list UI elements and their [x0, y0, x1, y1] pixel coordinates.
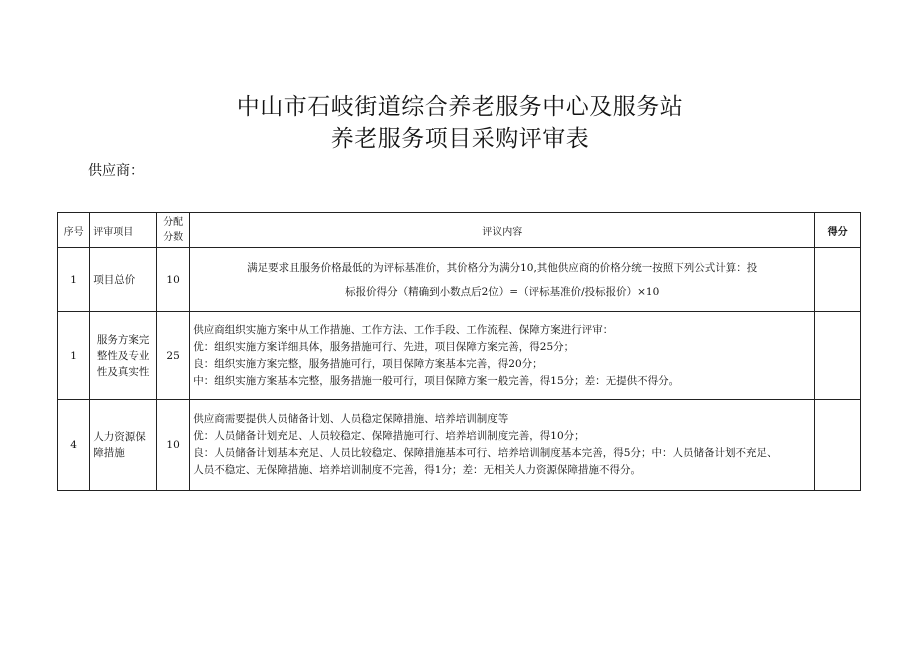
- content-line: 人员不稳定、无保障措施、培养培训制度不完善，得1分；差：无相关人力资源保障措施不得分。: [193, 464, 641, 476]
- header-score: 得分: [815, 213, 861, 248]
- content-line: 满足要求且服务价格最低的为评标基准价，其价格分为满分10,其他供应商的价格分统一按照下列公式计算：投: [247, 261, 758, 274]
- content-line: 良：人员储备计划基本充足、人员比较稳定、保障措施基本可行、培养培训制度基本完善，得5分；中：人员储备计划不充足、: [193, 447, 778, 459]
- document-title-line1: 中山市石岐街道综合养老服务中心及服务站: [236, 94, 684, 120]
- table-header-row: [58, 213, 861, 248]
- review-table: [57, 212, 861, 491]
- row-score: [815, 312, 861, 400]
- content-line: 优：人员储备计划充足、人员较稳定、保障措施可行、培养培训制度完善，得10分；: [193, 430, 585, 442]
- table-row: [58, 400, 861, 491]
- row-item: 人力资源保障措施: [90, 400, 157, 491]
- row-content: [190, 248, 815, 312]
- row-content: [190, 312, 815, 400]
- header-item: 评审项目: [90, 213, 157, 248]
- table-row: [58, 312, 861, 400]
- content-line: 优：组织实施方案详细具体，服务措施可行、先进，项目保障方案完善，得25分；: [193, 340, 575, 353]
- row-no: 1: [58, 248, 90, 312]
- supplier-label: 供应商：: [88, 163, 144, 179]
- content-line: 标报价得分（精确到小数点后2位）=（评标基准价/投标报价）×10: [345, 285, 660, 298]
- row-points: 10: [156, 400, 189, 491]
- content-line: 供应商组织实施方案中从工作措施、工作方法、工作手段、工作流程、保障方案进行评审：: [193, 323, 614, 336]
- row-content: [190, 400, 815, 491]
- content-line: 良：组织实施方案完整，服务措施可行，项目保障方案基本完善，得20分；: [193, 357, 543, 370]
- header-points-line1: 分配: [163, 217, 184, 228]
- row-points: 10: [156, 248, 189, 312]
- row-item: 项目总价: [90, 248, 157, 312]
- header-no: 序号: [58, 213, 90, 248]
- row-score: [815, 248, 861, 312]
- table-row: [58, 248, 861, 312]
- content-line: 供应商需要提供人员储备计划、人员稳定保障措施、培养培训制度等: [193, 413, 509, 425]
- row-points: 25: [156, 312, 189, 400]
- row-item: 服务方案完整性及专业性及真实性: [90, 312, 157, 400]
- header-points-line2: 分数: [163, 232, 184, 243]
- row-score: [815, 400, 861, 491]
- row-no: 4: [58, 400, 90, 491]
- header-points: [156, 213, 189, 248]
- document-title-line2: 养老服务项目采购评审表: [330, 126, 590, 152]
- header-content: 评议内容: [190, 213, 815, 248]
- content-line: 中：组织实施方案基本完整，服务措施一般可行，项目保障方案一般完善，得15分；差：无提供不得分。: [193, 374, 680, 387]
- row-no: 1: [58, 312, 90, 400]
